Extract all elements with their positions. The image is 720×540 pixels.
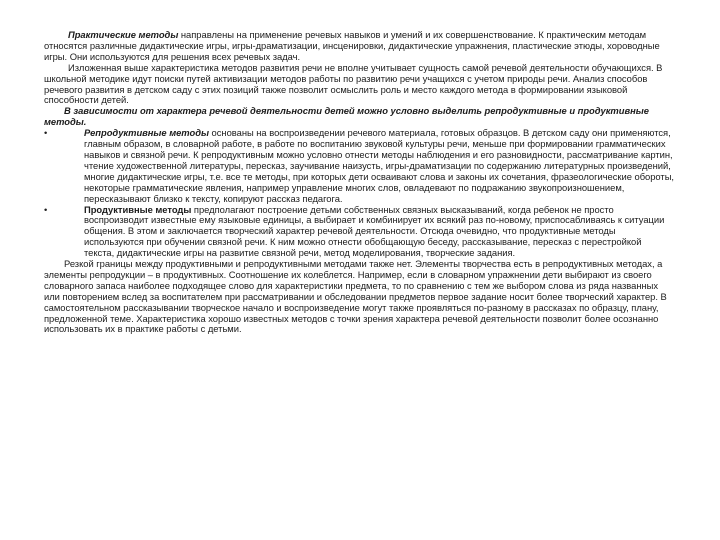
boundary-text: Резкой границы между продуктивными и репродуктивными методами также нет. Элементы творчества есть в репродуктивных методах, а элементы репродукции – в продуктивных. Соотношение их колеблется. Например, если в словарном упражнении дети выбирают из своего словарного запаса наиболее подходящее слово для характеристики предмета, то по сравнению с тем же выбором слова из ряда названных или повторением вслед за воспитателем при рассматривании и обследовании предметов первое задание носит более творческий характер. В самостоятельном рассказывании творческое начало и воспроизведение могут также проявляться по-разному в рассказах по образцу, плану, предложенной теме. Характеристика хорошо известных методов с точки зрения характера речевой деятельности позволит более осознанно использовать их в практике работы с детьми.	[44, 258, 667, 335]
document-page	[44, 30, 674, 335]
bullet-marker: •	[44, 203, 48, 215]
bullet-reproductive-body	[84, 128, 674, 204]
bullet-reproductive	[44, 128, 674, 204]
practical-methods-text: направлены на применение речевых навыков и умений и их совершенствование. К практическим методам относятся различные дидактические игры, игры-драматизации, инсценировки, дидактические упражнения, пластические этюды, хороводные игры. Они используются для решения всех речевых задач.	[44, 29, 660, 62]
reproductive-methods-term: Репродуктивные методы	[84, 127, 209, 139]
bullet-productive	[44, 205, 674, 260]
bullet-marker: •	[44, 127, 48, 139]
paragraph-boundary	[44, 259, 674, 335]
reproductive-methods-text: основаны на воспроизведении речевого материала, готовых образцов. В детском саду они применяются, главным образом, в словарной работе, в работе по воспитанию звуковой культуры речи, меньше при формировании грамматических навыков и связной речи. К репродуктивным можно условно отнести методы наблюдения и его разновидности, рассматривание картин, чтение художественной литературы, пересказ, заучивание наизусть, игры-драматизации по содержанию литературных произведений, многие дидактические игры, т.е. все те методы, при которых дети осваивают слова и законы их сочетания, фразеологические обороты, некоторые грамматические явления, например управление многих слов, овладевают по подражанию звукопроизношением, пересказывают близко к тексту, копируют рассказ педагога.	[84, 127, 674, 204]
productive-methods-term: Продуктивные методы	[84, 203, 192, 215]
paragraph-practical-methods	[44, 30, 674, 63]
characteristics-text: Изложенная выше характеристика методов развития речи не вполне учитывает сущность самой речевой деятельности обучающихся. В школьной методике идут поиски путей активизации методов работы по развитию речи учащихся с учетом природы речи. Анализ способов речевого развития в детском саду с этих позиций также позволит осмыслить роль и место каждого метода в формировании языковой способности детей.	[44, 61, 663, 106]
productive-methods-text: предполагают построение детьми собственных связных высказываний, когда ребенок не просто воспроизводит известные ему языковые единицы, а выбирает и комбинирует их всякий раз по-новому, приспосабливаясь к ситуации общения. В этом и заключается творческий характер речевой деятельности. Отсюда очевидно, что продуктивные методы используются при обучении связной речи. К ним можно отнести обобщающую беседу, рассказывание, пересказ с перестройкой текста, дидактические игры на развитие связной речи, метод моделирования, творческие задания.	[84, 203, 665, 259]
classification-text: В зависимости от характера речевой деятельности детей можно условно выделить репродуктивные и продуктивные методы.	[44, 105, 649, 128]
practical-methods-term: Практические методы	[68, 29, 179, 40]
bullet-productive-body	[84, 205, 674, 260]
paragraph-characteristics	[44, 63, 674, 107]
paragraph-classification	[44, 106, 674, 128]
